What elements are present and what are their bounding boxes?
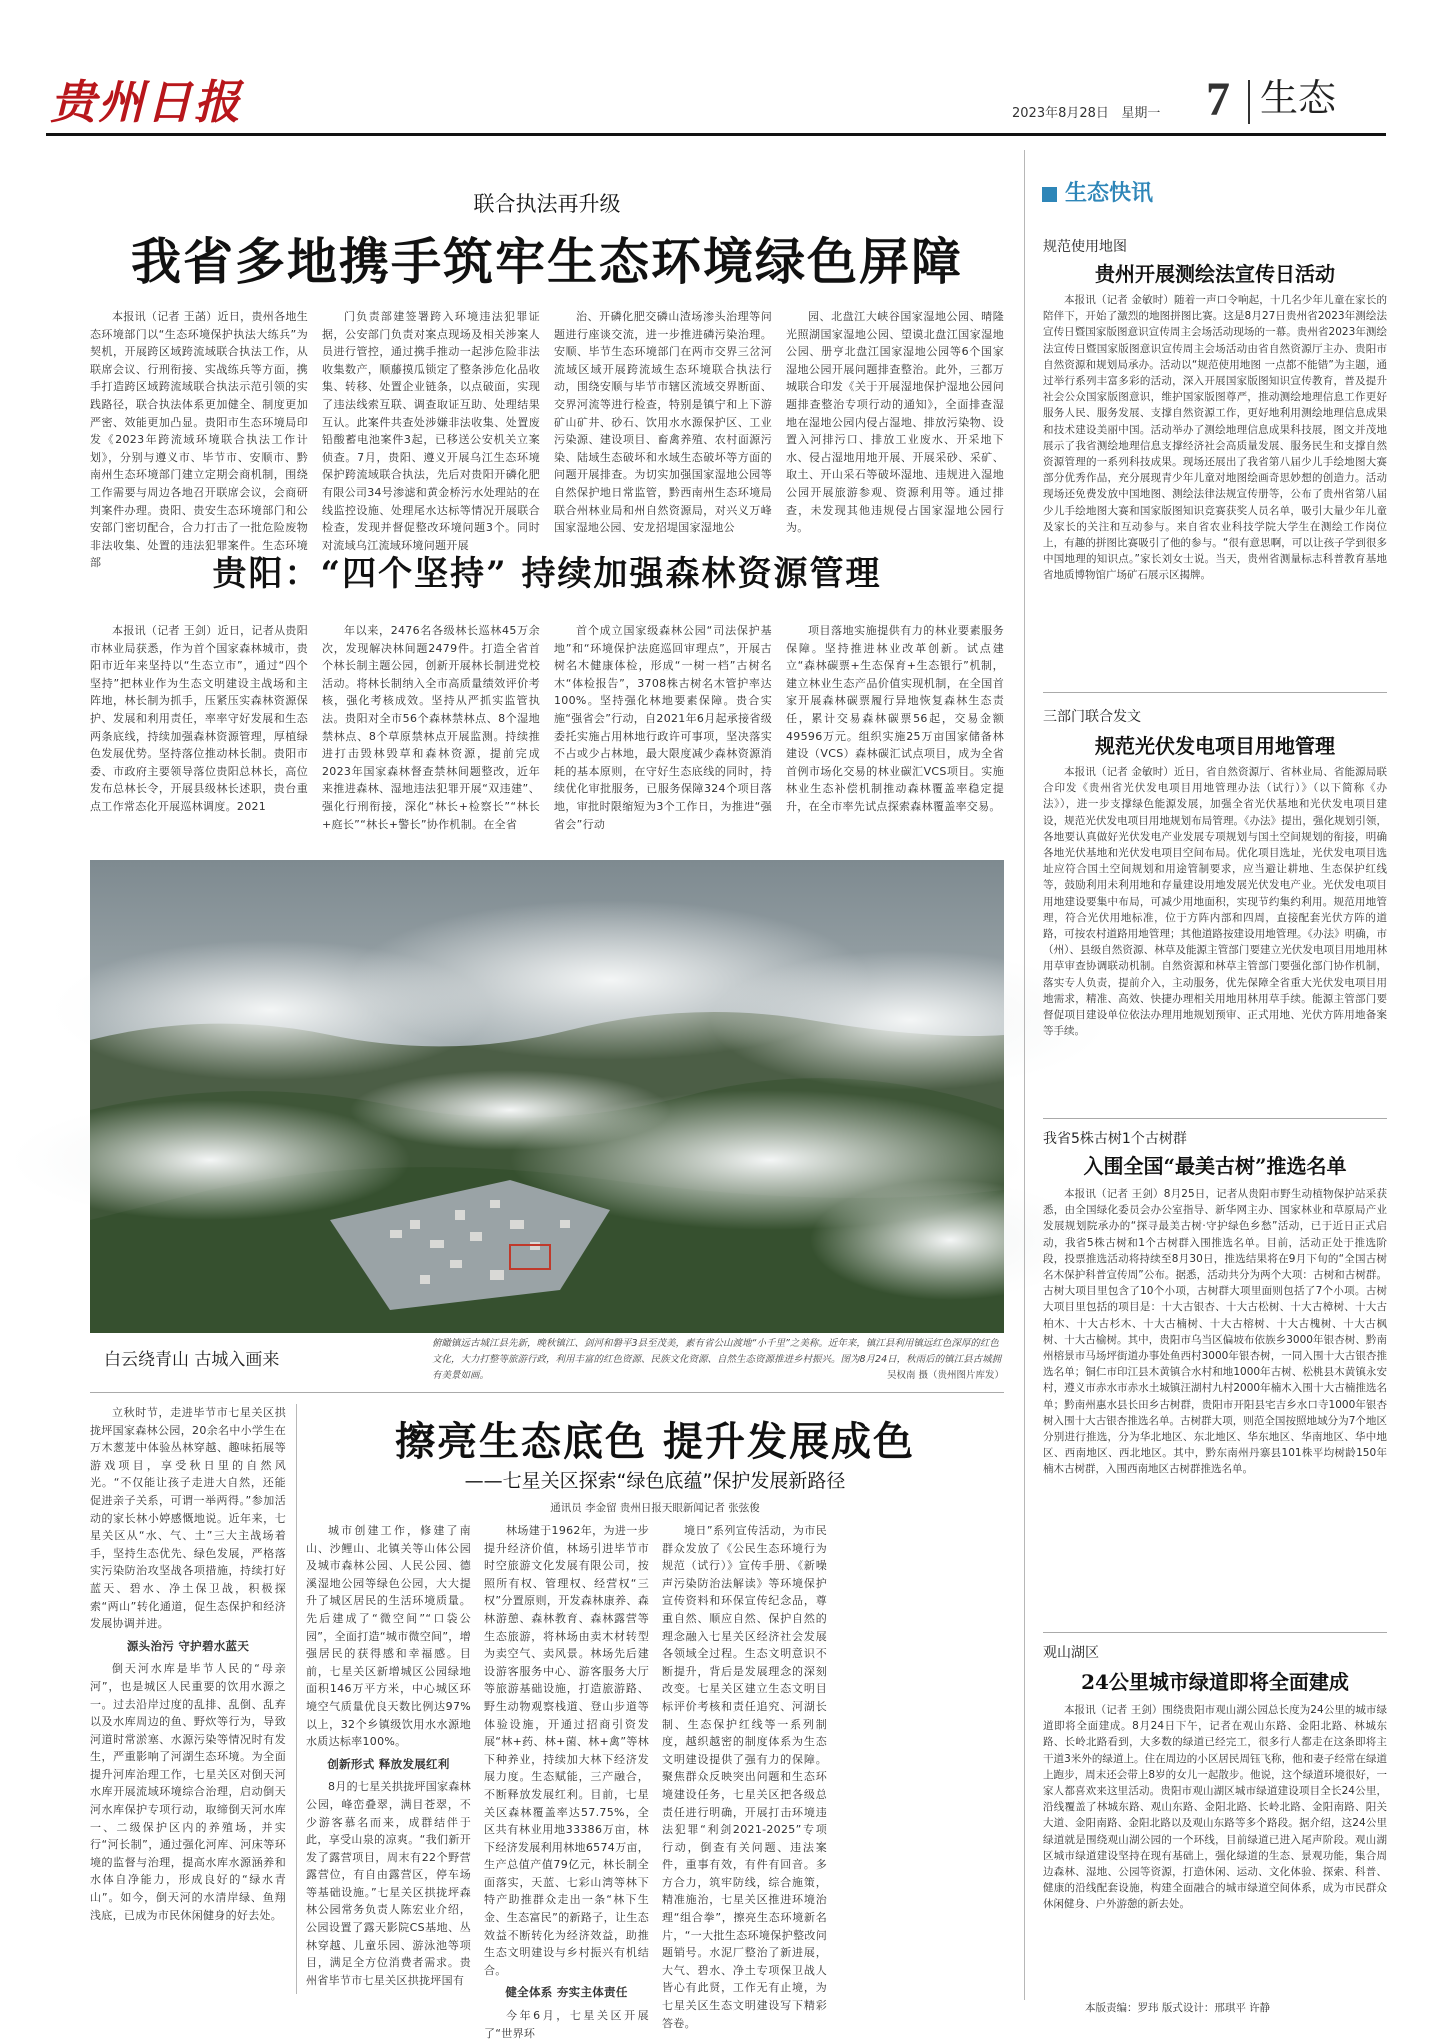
brief-4-kicker: 观山湖区 (1043, 1645, 1099, 1661)
story3-subtitle: ——七星关区探索“绿色底蕴”保护发展新路径 (464, 1470, 846, 1492)
page-number: 7 (1206, 73, 1230, 126)
aerial-photo (90, 860, 1004, 1333)
story2-col-1: 本报讯（记者 王剑）近日，记者从贵阳市林业局获悉，作为首个国家森林城市，贵阳市近年来坚持以“生态立市”，通过“四个坚持”把林业作为生态文明建设主战场和主阵地，林长制为抓手，压紧压实森林资源保护、发展和利用责任，率率守好发展和生态两条底线，持续加强森林资源管理，厚植绿色发展优势。坚持落位推动林长制。贵阳市委、市政府主要领导落位贵阳总林长，高位发布总林长令，开展县级林长述职，贵台重点工作常态化开展巡林调度。2021 (90, 624, 308, 813)
brief-2-kicker: 三部门联合发文 (1043, 709, 1141, 725)
brief-divider (1043, 1632, 1387, 1633)
brief-4-body: 本报讯（记者 王剑）围绕贵阳市观山湖公园总长度为24公里的城市绿道即将全面建成。8月24日下午，记者在观山东路、金阳北路、林城东路、长岭北路看到，大多数的绿道已经完工，很多行人都走在这条即将主干道3米外的绿道上。住在周边的小区居民周钰飞称，他和妻子经常在绿道上跑步，周末还会带上8岁的女儿一起散步。他说，这个绿道环境很好，一家人都喜欢来这里活动。贵阳市观山湖区城市绿道建设项目全长24公里，沿线覆盖了林城东路、观山东路、金阳北路、长岭北路、金阳南路、阳关大道、金阳南路、金阳北路以及观山东路等多个路段。据介绍，这24公里绿道就是围绕观山湖公园的一个环线，目前绿道已进入尾声阶段。观山湖区城市绿道建设坚持在现有基础上，强化绿道的生态、景观功能，集合周边森林、湿地、公园等资源，打造休闲、运动、文化体验、探索、科普、健康的沿线配套设施，构建全面融合的城市绿道空间体系，成为市民群众休闲健身、户外游憩的新去处。 (1043, 1704, 1387, 1911)
story3-col-5 (840, 1522, 1004, 1994)
story3-subhead-1: 源头治污 守护碧水蓝天 (126, 1638, 250, 1653)
story3-subhead-3: 健全体系 夯实主体责任 (505, 1985, 628, 2000)
brief-2-title: 规范光伏发电项目用地管理 (1095, 734, 1335, 758)
brief-1-title: 贵州开展测绘法宣传日活动 (1095, 262, 1335, 286)
issue-date: 2023年8月28日 星期一 (1012, 106, 1161, 121)
brief-4-title: 24公里城市绿道即将全面建成 (1081, 1670, 1349, 1694)
section-name: 生态 (1260, 76, 1337, 120)
masthead-divider (1248, 80, 1250, 124)
story3-col-1: 立秋时节，走进毕节市七星关区拱拢坪国家森林公园，20余名中小学生在万木葱茏中体验丛林穿越、趣味拓展等游戏项目，享受秋日里的自然风光。“不仅能让孩子走进大自然，还能促进亲子关系，可谓一举两得。”参加活动的家长林小婷感慨地说。近年来，七星关区从“水、气、土”三大主战场着手，坚持生态优先、绿色发展，严格落实污染防治攻坚战各项措施，持续打好蓝天、碧水、净土保卫战，积极探索“两山”转化通道，促生态保护和经济发展协调并进。 源头治污 守护碧水蓝天 倒天河水库是毕节人民的“母亲河”，也是城区人民重要的饮用水源之一。过去沿岸过度的乱排、乱倒、乱弃以及水库周边的鱼、野炊等行为，导致河道时常淤塞、水源污染等情况时有发生，严重影响了河湖生态环境。为全面提升河库治理工作，七星关区对倒天河水库开展流域环境综合治理，启动倒天河水库保护专项行动，取缔倒天河水库一、二级保护区内的养殖场，并实行“河长制”，通过强化河库、河床等环境的监督与治理，提高水库水源涵养和水体自净能力，形成良好的“绿水青山”。如今，倒天河的水清岸绿、鱼翔浅底，已成为市民休闲健身的好去处。 (90, 1406, 286, 1922)
brief-divider (1043, 692, 1387, 693)
photo-caption: 俯瞰镇远古城江县先新，晚秋镇江、剑河和磐平3县至茂美，素有省公山渡地“小千里”之美称。近年来，镇江县利用镇远红色深厚的红色文化，大力打整等旅游行政，利用丰富的红色资源、民族文化资源、自然生态资源推进乡村振兴。图为8月24日，秋雨后的镇江县古城拥有美景如画。 吴权南 摄（贵州图片库发） (432, 1338, 1004, 1381)
page-credits: 本版责编：罗玮 版式设计：邢琪平 许静 (1085, 2002, 1271, 2014)
brief-1-body: 本报讯（记者 金敏时）随着一声口令响起，十几名少年儿童在家长的陪伴下，开始了激烈的地图拼图比赛。这是8月27日贵州省2023年测绘法宣传日暨国家版图意识宣传周主会场活动现场的一幕。贵州省2023年测绘法宣传日暨国家版图意识宣传周主会场活动由省自然资源厅主办、贵阳市自然资源和规划局承办。活动以“规范使用地图 一点都不能错”为主题，通过举行系列丰富多彩的活动，深入开展国家版图知识宣传教育，普及提升社会公众国家版图意识，维护国家版图尊严，推动测绘地理信息工作更好服务人民、服务发展、支撑自然资源工作，更好地利用测绘地理信息成果和技术建设美丽中国。活动举办了测绘地理信息成果科技展，图文并茂地展示了我省测绘地理信息支撑经济社会高质量发展、服务民生和支撑自然资源管理的一系列科技成果。现场还展出了我省第八届少儿手绘地图大赛部分优秀作品，充分展现青少年儿童对地图绘画奇思妙想的创造力。活动现场还免费发放中国地图、测绘法律法规宣传册等，公布了贵州省第八届少儿手绘地图大赛和国家版图知识竞赛获奖人员名单，吸引大量少年儿童及家长的关注和互动参与。来自省农业科技学院大学生在测绘工作岗位上，有趣的拼图比赛吸引了他的参与。“很有意思啊，可以让孩子学到很多中国地理的知识点。”家长刘女士说。当天，贵州省测量标志科普教育基地省地质博物馆广场矿石展示区揭牌。 (1043, 294, 1387, 582)
brief-2-body: 本报讯（记者 金敏时）近日，省自然资源厅、省林业局、省能源局联合印发《贵州省光伏发电项目用地管理办法（试行）》（以下简称《办法》），进一步支撑绿色能源发展，加强全省光伏基地和光伏发电项目建设，规范光伏发电项目用地规划布局管理。《办法》提出，强化规划引领，各地要认真做好光伏发电产业发展专项规划与国土空间规划的衔接，明确各地光伏基地和光伏发电项目空间布局。优化项目选址，光伏发电项目选址应符合国土空间规划和用途管制要求，应当避让耕地、生态保护红线等，鼓励利用未利用地和存量建设用地发展光伏发电产业。光伏发电项目用地建设要集中布局，可减少用地面积，实现节约集约利用。规范用地管理，符合光伏用地标准，位于方阵内部和四周，直接配套光伏方阵的道路，可按农村道路用地管理；其他道路按建设用地管理。《办法》明确，市（州）、县级自然资源、林草及能源主管部门要建立光伏发电项目用地用林用草审查协调联动机制。自然资源和林草主管部门要强化部门协作机制，落实专人负责，提前介入，主动服务，优先保障全省重大光伏发电项目用地需求，精准、高效、快捷办理相关用地用林用草手续。能源主管部门要督促项目建设单位依法办理用地规划预审、正式用地、光伏方阵用地备案等手续。 (1043, 766, 1387, 1038)
lead-col-4: 园、北盘江大峡谷国家湿地公园、晴隆光照湖国家湿地公园、望谟北盘江国家湿地公园、册亨北盘江国家湿地公园等6个国家湿地公园开展问题排查整治。此外，三都万城联合印发《关于开展湿地保护湿地公园问题排查整治专项行动的通知》，全面排查湿地在湿地公园内侵占湿地、排放污染物、设置入河排污口、排放工业废水、开采地下水、侵占湿地用地开展、开展采砂、采矿、取土、开山采石等破坏湿地、违规进入湿地公园开展旅游参观、资源利用等。通过排查，未发现其他违规侵占国家湿地公园行为。 (786, 310, 1004, 535)
story2-headline: 贵阳：“四个坚持” 持续加强森林资源管理 (212, 554, 882, 594)
column-rule (296, 1404, 297, 1994)
story3-byline: 通讯员 李金留 贵州日报天眼新闻记者 张弦俊 (550, 1502, 760, 1514)
lead-headline: 我省多地携手筑牢生态环境绿色屏障 (131, 233, 963, 291)
story2-col-3: 首个成立国家级森林公园“司法保护基地”和“环境保护法庭巡回审理点”，开展古树名木健康体检，形成“一树一档”古树名木“体检报告”，3708株古树名木管护率达100%。坚持强化林地要素保障。贵合实施“强省会”行动，自2021年6月起承接省级委托实施占用林地行政许可事项，坚决落实不占或少占林地，最大限度减少森林资源消耗的基本原则，在守好生态底线的同时，持续优化审批服务，已服务保障324个项目落地，审批时限缩短为3个工作日，为推进“强省会”行动 (554, 624, 772, 831)
story3-col-4: 境日”系列宣传活动，为市民群众发放了《公民生态环境行为规范（试行）》宣传手册、《新噪声污染防治法解读》等环境保护宣传资料和环保宣传纪念品，尊重自然、顺应自然、保护自然的理念融入七星关区经济社会发展各领域全过程。生态文明意识不断提升，背后是发展理念的深刻改变。七星关区建立生态文明目标评价考核和责任追究、河湖长制、生态保护红线等一系列制度，越织越密的制度体系为生态文明建设提供了强有力的保障。聚焦群众反映突出问题和生态环境建设任务，七星关区把各级总责任进行明确，开展打击环境违法犯罪“利剑2021-2025”专项行动，倒查有关问题、违法案件，重事有效，有件有回音。多方合力，筑牢防线，综合施策，精准施治，七星关区推进环境治理“组合拳”，擦亮生态环境新名片，“一大批生态环境保护整改问题销号。水泥厂整治了新进展，大气、碧水、净土专项保卫战人皆心有此贤，工作无有止境，为七星关区生态文明建设写下精彩答卷。 (662, 1524, 827, 2030)
lead-kicker: 联合执法再升级 (473, 192, 621, 216)
story3-col-2: 城市创建工作，修建了南山、沙鲤山、北镇关等山体公园及城市森林公园、人民公园、德溪湿地公园等绿色公园，大大提升了城区居民的生活环境质量。先后建成了“微空间”“口袋公园”，全面打造“城市微空间”，增强居民的获得感和幸福感。目前，七星关区新增城区公园绿地面积146万平方米，中心城区环境空气质量优良天数比例达97%以上，32个乡镇级饮用水水源地水质达标率100%。 创新形式 释放发展红利 8月的七星关拱拢坪国家森林公园，峰峦叠翠，满目苍翠，不少游客慕名而来，成群结伴于此，享受山泉的凉爽。“我们新开发了露营项目，周末有22个野营露营位，有自由露营区，停车场等基础设施。”七星关区拱拢坪森林公园常务负责人陈宏业介绍，公园设置了露天影院CS基地、丛林穿越、儿童乐园、游泳池等项目，满足全方位消费者需求。贵州省毕节市七星关区拱拢坪国有 (306, 1524, 471, 1987)
brief-3-kicker: 我省5株古树1个古树群 (1043, 1131, 1187, 1147)
lead-col-1: 本报讯（记者 王菡）近日，贵州各地生态环境部门以“生态环境保护执法大练兵”为契机，开展跨区域跨流域联合执法工作，从联席会议、行刑衔接、实战练兵等方面，携手打造跨区域跨流域联合执法示范引领的实践路径，联合执法体系更加健全、制度更加严密、效能更加凸显。贵阳市生态环境局印发《2023年跨流域环境联合执法工作计划》，分别与遵义市、毕节市、安顺市、黔南州生态环境部门建立定期会商机制，围绕工作需要与周边各地召开联席会议，会商研判案件办理。贵阳、贵安生态环境部门和公安部门密切配合，合力打击了一批危险废物非法收集、处置的违法犯罪案件。生态环境部 (90, 310, 308, 570)
story3-headline: 擦亮生态底色 提升发展成色 (395, 1418, 915, 1465)
photo-title: 白云绕青山 古城入画来 (104, 1350, 280, 1370)
story3-subhead-2: 创新形式 释放发展红利 (327, 1756, 450, 1771)
brief-divider (1043, 1118, 1387, 1119)
masthead-rule (46, 133, 1386, 136)
brief-3-body: 本报讯（记者 王剑）8月25日，记者从贵阳市野生动植物保护站采获悉，由全国绿化委员会办公室指导、新华网主办、国家林业和草原局产业发展规划院承办的“探寻最美古树·守护绿色乡愁”活动，已于近日正式启动，我省5株古树和1个古树群入围推选名单。目前，活动正处于推选阶段，投票推选活动将持续至8月30日，推选结果将在9月下旬的“全国古树名木保护科普宣传周”公布。据悉，活动共分为两个大项：古树和古树群。古树大项目里包含了10个小项，古树群大项里面则包括了7个小项。古树大项目里包括的项目是：十大古银杏、十大古松树、十大古樟树、十大古柏木、十大古杉木、十大古楠树、十大古榕树、十大古槐树、十大古枫树、十大古榆树。其中，贵阳市乌当区偏坡布依族乡3000年银杏树、黔南州榕景市马场坪街道办事处鱼西村3000年银杏树，一同入围十大古银杏推选名单；铜仁市印江县木黄镇合水村和地1000年古树、松桃县木黄镇永安村，遵义市赤水市赤水土城镇汪湖村九村2000年楠木入围十大古楠推选名单；黔南州惠水县长田乡古树群，贵阳市开阳县宅吉乡水口寺1000年银杏树入围十大古银杏推选名单。古树群大项，则范全国按照地域分为7个地区分别进行推选，分为华北地区、东北地区、华东地区、华南地区、华中地区、西南地区、西北地区。其中，黔东南州丹寨县101株平均树龄150年楠木古树群，入围西南地区古树群推选名单。 (1043, 1188, 1387, 1476)
square-icon (1042, 187, 1057, 202)
brief-1-kicker: 规范使用地图 (1043, 239, 1127, 255)
sidebar-rule (1024, 150, 1025, 2000)
section-divider (90, 1392, 1004, 1393)
story2-col-4: 项目落地实施提供有力的林业要素服务保障。坚持推进林业改革创新。试点建立“森林碳票+生态保育+生态银行”机制，建立林业生态产品价值实现机制，在全国首家开展森林碳票履行异地恢复森林生态责任，累计交易森林碳票56起，交易金额49596万元。组织实施25万亩国家储备林建设（VCS）森林碳汇试点项目，成为全省首例市场化交易的林业碳汇VCS项目。实施林业生态补偿机制推动森林覆盖率稳定提升，在全市率先试点探索森林覆盖率交易。 (786, 624, 1004, 813)
newspaper-logo: 贵州日报 (50, 75, 242, 129)
lead-col-2: 门负责部建签署跨入环境违法犯罪证据，公安部门负责对案点现场及相关涉案人员进行管控，通过携手推动一起涉危险非法收集数产，顺藤摸瓜锁定了整条涉危化品收集、转移、处置企业链条，以点破面，实现了违法线索互联、调查取证互助、处理结果互认。此案件共查处涉嫌非法收集、处置废铅酸蓄电池案件3起，已移送公安机关立案侦查。7月，贵阳、遵义开展乌江生态环境保护跨流域联合执法，先后对贵阳开磷化肥有限公司34号渗滤和黄金桥污水处理站的在线监控设施、处理尾水达标等情况开展联合检查，发现并督促整改环境问题3个。同时对流域乌江流域环境问题开展 (322, 310, 540, 552)
story2-col-2: 年以来，2476名各级林长巡林45万余次，发现解决林间题2479件。打造全省首个林长制主题公园，创新开展林长制进党校活动。将林长制纳入全市高质量绩效评价考核，强化考核成效。坚持从严抓实监管执法。贵阳对全市56个森林禁林点、8个湿地禁林点、8个草原禁林点开展监测。持续推进打击毁林毁草和森林资源，提前完成2023年国家森林督查禁林间题整改，近年来推进森林、湿地违法犯罪开展“双违建”、强化行刑衔接，深化“林长+检察长”“林长+庭长”“林长+警长”协作机制。在全省 (322, 624, 540, 831)
lead-col-3: 治、开磷化肥交磷山渣场渗头治理等问题进行座谈交流，进一步推进磷污染治理。安顺、毕节生态环境部门在两市交界三岔河流域区域开展跨流域生态环境联合执法行动，围绕安顺与毕节市辖区流域交界断面、交界河流等进行检查，特别是镇宁和上下游矿山矿井、砂石、饮用水水源保护区、工业污染源、建设项目、畜禽养殖、农村面源污染、陆域生态破坏和水域生态破坏等方面的问题开展排查。为切实加强国家湿地公园等自然保护地日常监管，黔西南州生态环境局联合州林业局和州自然资源局，对兴义万峰国家湿地公园、安龙招堤国家湿地公 (554, 310, 772, 535)
story3-col-3: 林场建于1962年，为进一步提升经济价值，林场引进毕节市时空旅游文化发展有限公司，按照所有权、管理权、经营权“三权”分置原则，开发森林康养、森林游憩、森林教育、森林露营等生态旅游，将林场由卖木材转型为卖空气、卖风景。林场先后建设游客服务中心、游客服务大厅等旅游基础设施，打造旅游路、野生动物观察栈道、登山步道等体验设施，开通过招商引资发展“林+药、林+菌、林+禽”等林下种养业，持续加大林下经济发展力度。生态赋能，三产融合，不断释放发展红利。目前，七星关区森林覆盖率达57.75%，全区共有林业用地33386万亩，林下经济发展利用林地6574万亩，生产总值产值79亿元，林长制全面落实，天蓝、七彩山湾等林下特产助推群众走出一条“林下生金、生态富民”的新路子，让生态效益不断转化为经济效益，助推生态文明建设与乡村振兴有机结合。 健全体系 夯实主体责任 今年6月，七星关区开展了“世界环 (484, 1524, 649, 2040)
sidebar-header: 生态快讯 (1042, 176, 1153, 207)
brief-3-title: 入围全国“最美古树”推选名单 (1083, 1154, 1347, 1178)
